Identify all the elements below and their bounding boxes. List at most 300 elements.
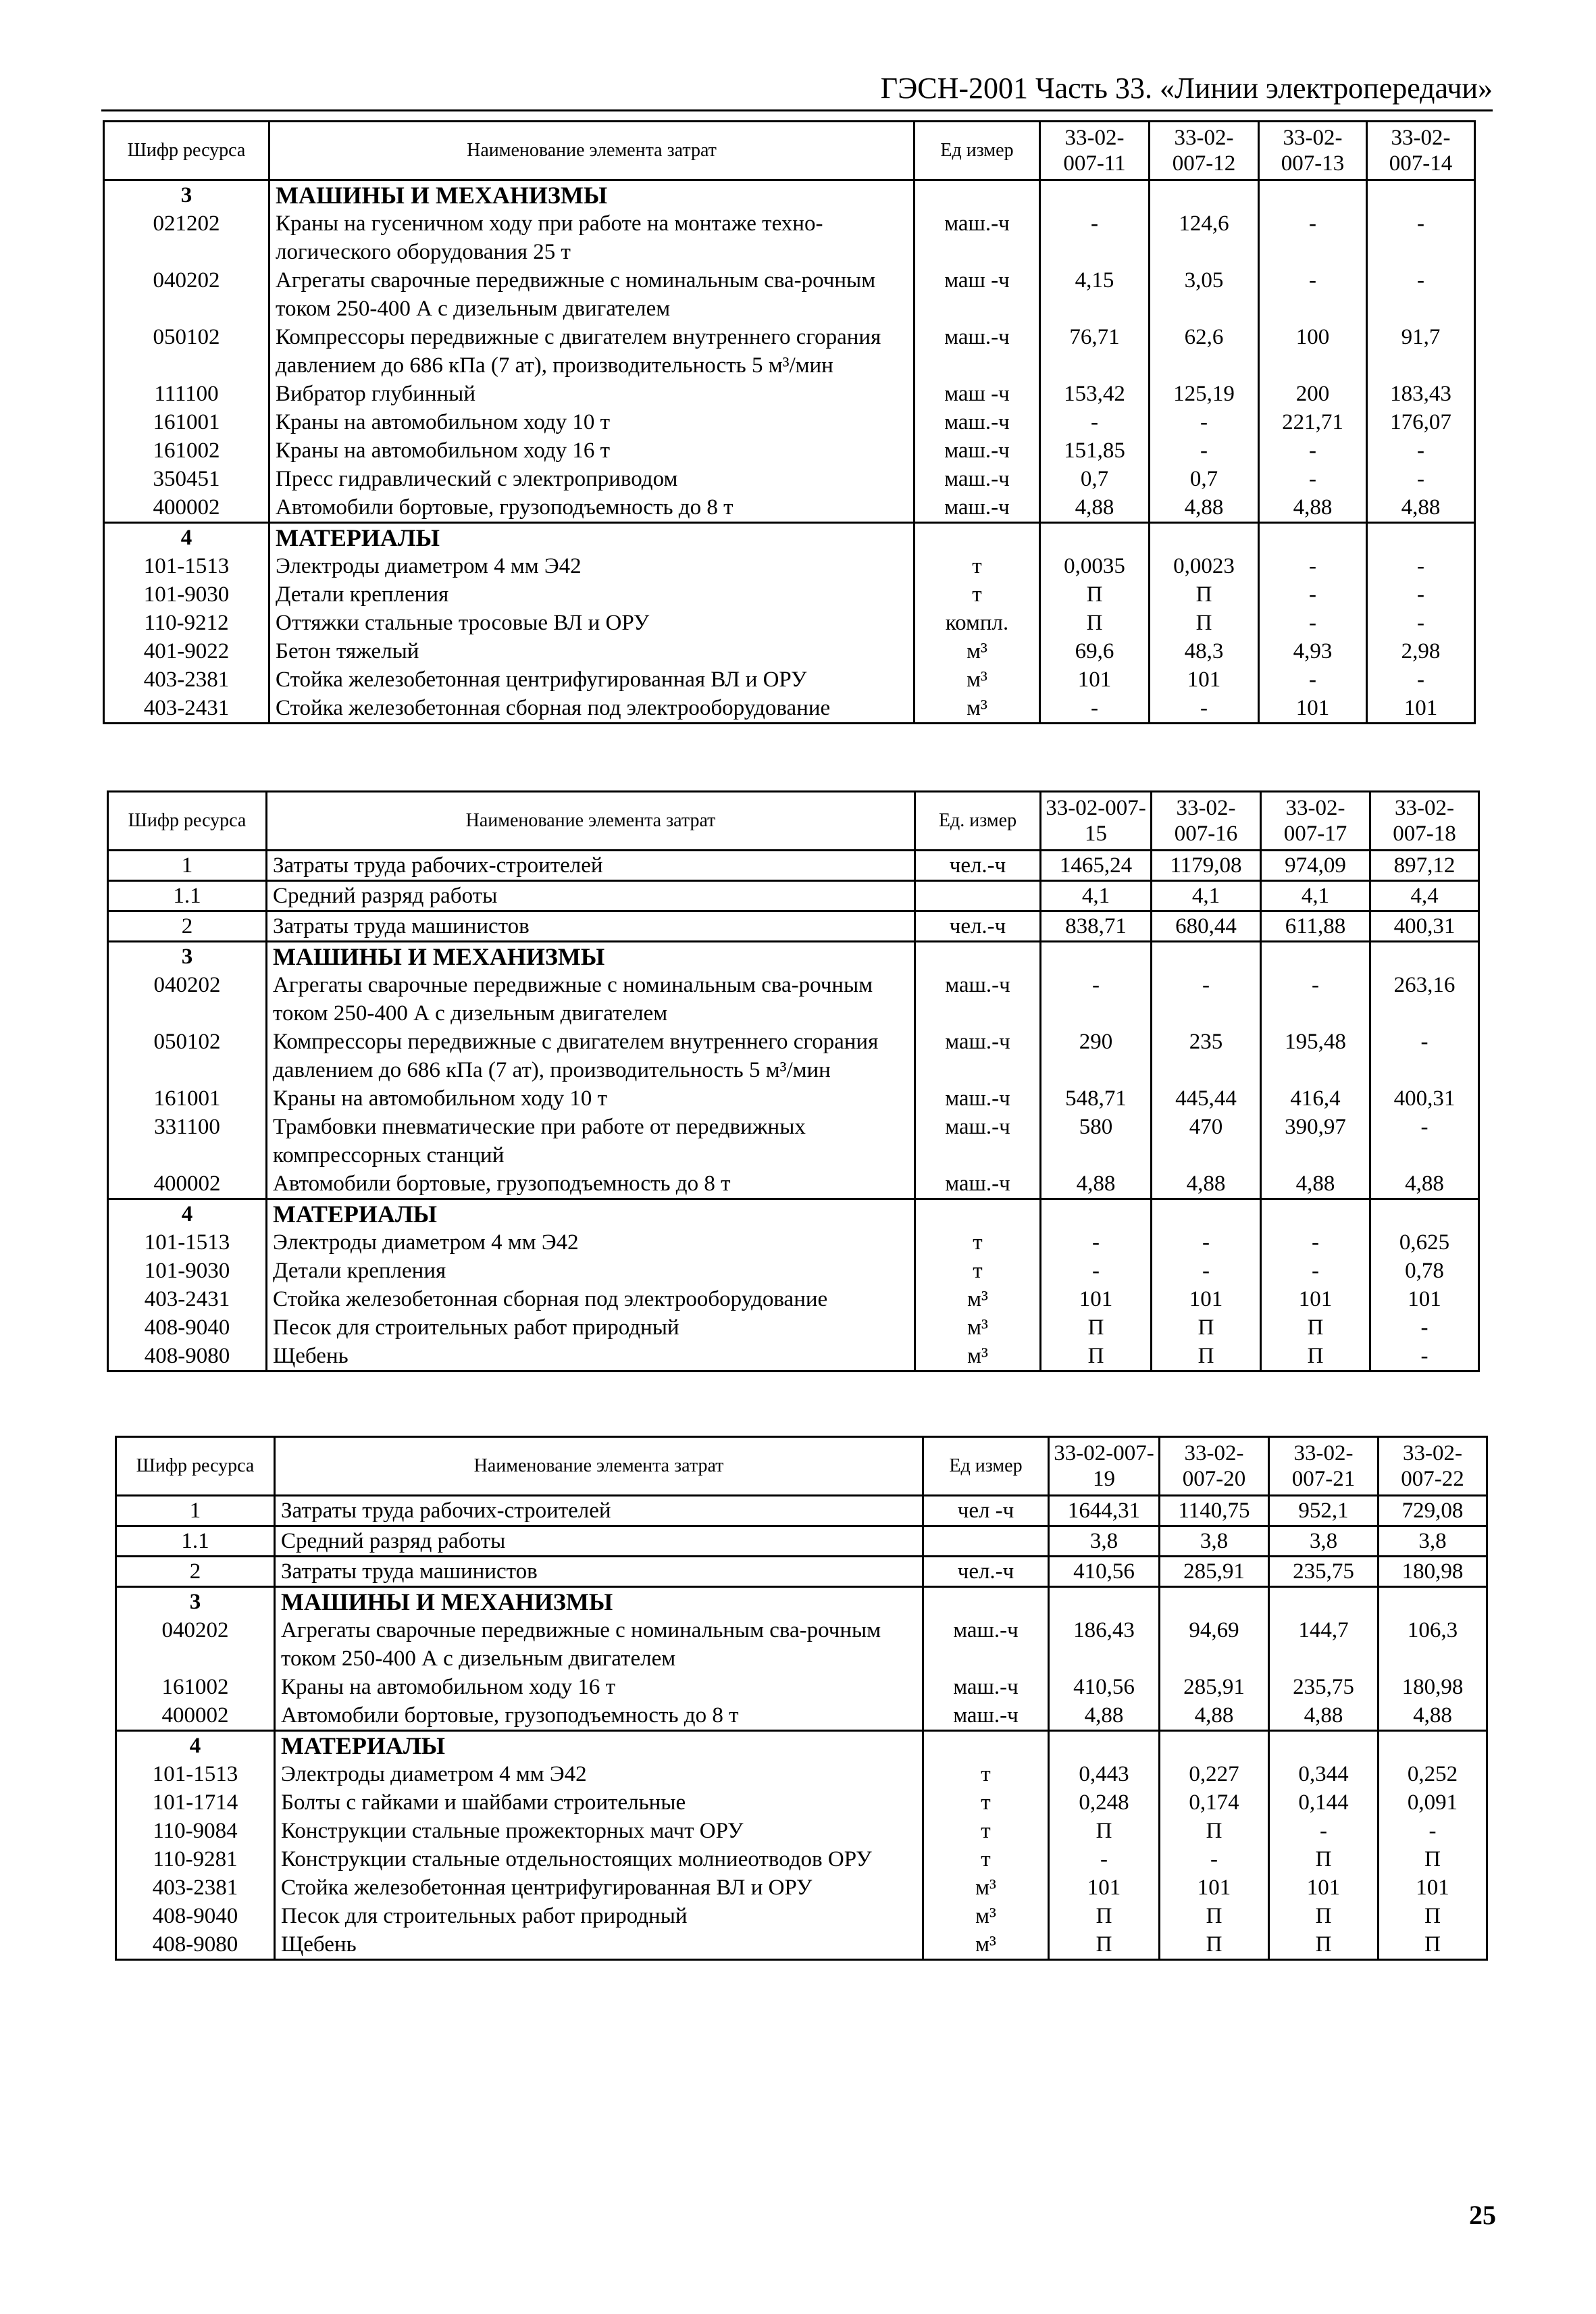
resource-code: 403-2381 <box>116 1873 275 1902</box>
value-cell: 4,88 <box>1041 1169 1152 1199</box>
resource-name: МАШИНЫ И МЕХАНИЗМЫ <box>267 942 915 972</box>
resource-code: 110-9281 <box>116 1845 275 1873</box>
resource-code: 101-1513 <box>104 552 269 580</box>
resource-name: МАШИНЫ И МЕХАНИЗМЫ <box>269 180 915 210</box>
page-number: 25 <box>1469 2200 1496 2230</box>
value-cell: 125,19 <box>1150 380 1259 408</box>
value-cell: 1465,24 <box>1041 851 1152 881</box>
resource-name: Бетон тяжелый <box>269 637 915 665</box>
value-cell: 100 <box>1259 323 1367 380</box>
resource-name: Компрессоры передвижные с двигателем внутреннего сгорания давлением до 686 кПа (7 ат), производительность 5 м³/мин <box>269 323 915 380</box>
table-row <box>116 1788 1487 1817</box>
value-cell: 4,88 <box>1379 1701 1487 1731</box>
value-cell: 0,443 <box>1049 1760 1160 1788</box>
resource-name: Краны на автомобильном ходу 16 т <box>275 1673 923 1701</box>
unit-cell: м³ <box>923 1873 1049 1902</box>
resource-name: МАШИНЫ И МЕХАНИЗМЫ <box>275 1587 923 1617</box>
resource-code: 403-2431 <box>104 694 269 724</box>
resource-code: 110-9084 <box>116 1817 275 1845</box>
value-cell: - <box>1379 1817 1487 1845</box>
unit-cell: маш.-ч <box>915 408 1040 436</box>
col-header-code: Шифр ресурса <box>104 122 269 180</box>
col-header-name: Наименование элемента затрат <box>267 792 915 851</box>
unit-cell <box>915 942 1041 972</box>
value-cell: 2,98 <box>1367 637 1475 665</box>
table-row <box>108 1028 1479 1084</box>
resource-code: 3 <box>104 180 269 210</box>
resource-code: 101-1513 <box>116 1760 275 1788</box>
resource-name: МАТЕРИАЛЫ <box>275 1731 923 1761</box>
col-header-unit: Ед. измер <box>915 792 1041 851</box>
value-cell <box>1041 1199 1152 1229</box>
value-cell: П <box>1160 1930 1269 1960</box>
table-row <box>116 1557 1487 1587</box>
value-cell: - <box>1150 436 1259 465</box>
value-cell <box>1160 1731 1269 1761</box>
value-cell: 0,144 <box>1269 1788 1379 1817</box>
resource-name: Затраты труда рабочих-строителей <box>275 1496 923 1526</box>
table-row <box>108 1113 1479 1169</box>
value-cell: 0,091 <box>1379 1788 1487 1817</box>
value-cell: - <box>1041 971 1152 1028</box>
value-cell: - <box>1367 209 1475 266</box>
value-cell: - <box>1370 1028 1479 1084</box>
resource-code: 101-1714 <box>116 1788 275 1817</box>
value-cell <box>1367 523 1475 553</box>
value-cell: - <box>1261 1228 1370 1257</box>
value-cell: 3,05 <box>1150 266 1259 323</box>
table-row <box>108 1342 1479 1372</box>
unit-cell: чел.-ч <box>915 851 1041 881</box>
value-cell: - <box>1150 408 1259 436</box>
table-row <box>104 694 1475 724</box>
unit-cell: чел -ч <box>923 1496 1049 1526</box>
value-cell: П <box>1160 1902 1269 1930</box>
unit-cell <box>915 1199 1041 1229</box>
table-row <box>108 881 1479 911</box>
unit-cell: м³ <box>915 1313 1041 1342</box>
value-cell: 0,78 <box>1370 1257 1479 1285</box>
value-cell: - <box>1152 1228 1261 1257</box>
header-title: ГЭСН-2001 Часть 33. «Линии электропередачи» <box>880 72 1493 105</box>
value-cell: - <box>1040 209 1150 266</box>
value-cell: П <box>1379 1845 1487 1873</box>
resource-name: Автомобили бортовые, грузоподъемность до 8 т <box>275 1701 923 1731</box>
unit-cell: т <box>923 1817 1049 1845</box>
value-cell: 4,88 <box>1367 493 1475 523</box>
value-cell: 101 <box>1040 665 1150 694</box>
value-cell: 195,48 <box>1261 1028 1370 1084</box>
value-cell: П <box>1152 1313 1261 1342</box>
resource-name: Затраты труда машинистов <box>275 1557 923 1587</box>
resource-name: Стойка железобетонная сборная под электрооборудование <box>269 694 915 724</box>
value-cell: П <box>1269 1902 1379 1930</box>
section-row <box>104 523 1475 553</box>
value-cell: 151,85 <box>1040 436 1150 465</box>
unit-cell <box>915 523 1040 553</box>
unit-cell: маш.-ч <box>915 1028 1041 1084</box>
unit-cell: т <box>915 1257 1041 1285</box>
value-cell <box>1370 1199 1479 1229</box>
table-row <box>108 851 1479 881</box>
value-cell: - <box>1259 209 1367 266</box>
section-row <box>116 1731 1487 1761</box>
resource-name: Вибратор глубинный <box>269 380 915 408</box>
value-cell: П <box>1049 1902 1160 1930</box>
value-cell: П <box>1049 1930 1160 1960</box>
value-cell: - <box>1259 552 1367 580</box>
resource-table-2 <box>107 790 1480 1372</box>
value-cell: 235 <box>1152 1028 1261 1084</box>
value-cell: 729,08 <box>1379 1496 1487 1526</box>
value-cell <box>1049 1731 1160 1761</box>
unit-cell: маш.-ч <box>915 209 1040 266</box>
table-row <box>116 1526 1487 1557</box>
resource-code: 400002 <box>104 493 269 523</box>
value-cell: 4,4 <box>1370 881 1479 911</box>
resource-name: Песок для строительных работ природный <box>275 1902 923 1930</box>
value-cell: - <box>1269 1817 1379 1845</box>
value-cell: 235,75 <box>1269 1557 1379 1587</box>
resource-name: Трамбовки пневматические при работе от передвижных компрессорных станций <box>267 1113 915 1169</box>
value-cell: - <box>1150 694 1259 724</box>
value-cell: 4,88 <box>1150 493 1259 523</box>
resource-code: 101-9030 <box>108 1257 267 1285</box>
table-row <box>108 1257 1479 1285</box>
table-row <box>104 637 1475 665</box>
resource-name: Агрегаты сварочные передвижные с номинальным сва-рочным током 250-400 А с дизельным двигателем <box>269 266 915 323</box>
value-cell: 0,227 <box>1160 1760 1269 1788</box>
value-cell: 0,174 <box>1160 1788 1269 1817</box>
resource-code: 408-9080 <box>108 1342 267 1372</box>
resource-code: 161001 <box>108 1084 267 1113</box>
value-cell: - <box>1160 1845 1269 1873</box>
table-row <box>104 580 1475 609</box>
resource-name: МАТЕРИАЛЫ <box>267 1199 915 1229</box>
unit-cell: м³ <box>915 1285 1041 1313</box>
table-row <box>116 1496 1487 1526</box>
col-header-norm: 33-02-007-21 <box>1269 1437 1379 1496</box>
unit-cell <box>915 881 1041 911</box>
value-cell: 180,98 <box>1379 1557 1487 1587</box>
col-header-name: Наименование элемента затрат <box>269 122 915 180</box>
value-cell: 200 <box>1259 380 1367 408</box>
table-row <box>108 1313 1479 1342</box>
value-cell: 91,7 <box>1367 323 1475 380</box>
unit-cell: м³ <box>923 1930 1049 1960</box>
value-cell: 4,15 <box>1040 266 1150 323</box>
value-cell: - <box>1041 1228 1152 1257</box>
value-cell: 101 <box>1160 1873 1269 1902</box>
value-cell: - <box>1152 971 1261 1028</box>
value-cell: П <box>1379 1930 1487 1960</box>
table-row <box>104 380 1475 408</box>
resource-name: Средний разряд работы <box>267 881 915 911</box>
value-cell <box>1152 942 1261 972</box>
col-header-name: Наименование элемента затрат <box>275 1437 923 1496</box>
resource-code: 1.1 <box>108 881 267 911</box>
value-cell: П <box>1261 1313 1370 1342</box>
value-cell: 4,93 <box>1259 637 1367 665</box>
resource-code: 4 <box>116 1731 275 1761</box>
value-cell: 4,88 <box>1049 1701 1160 1731</box>
value-cell: - <box>1261 1257 1370 1285</box>
resource-code: 400002 <box>116 1701 275 1731</box>
resource-code: 110-9212 <box>104 609 269 637</box>
unit-cell: компл. <box>915 609 1040 637</box>
unit-cell: маш.-ч <box>915 493 1040 523</box>
value-cell: 3,8 <box>1379 1526 1487 1557</box>
table-row <box>116 1673 1487 1701</box>
value-cell <box>1150 523 1259 553</box>
resource-code: 1 <box>116 1496 275 1526</box>
section-row <box>108 1199 1479 1229</box>
unit-cell: маш.-ч <box>915 465 1040 493</box>
resource-name: Компрессоры передвижные с двигателем внутреннего сгорания давлением до 686 кПа (7 ат), производительность 5 м³/мин <box>267 1028 915 1084</box>
value-cell: 3,8 <box>1160 1526 1269 1557</box>
resource-name: Стойка железобетонная центрифугированная ВЛ и ОРУ <box>275 1873 923 1902</box>
value-cell: П <box>1269 1930 1379 1960</box>
value-cell <box>1379 1731 1487 1761</box>
col-header-code: Шифр ресурса <box>116 1437 275 1496</box>
unit-cell <box>923 1731 1049 1761</box>
table-row <box>116 1616 1487 1673</box>
resource-code: 331100 <box>108 1113 267 1169</box>
value-cell <box>1040 523 1150 553</box>
resource-code: 4 <box>108 1199 267 1229</box>
value-cell: 0,7 <box>1040 465 1150 493</box>
unit-cell <box>915 180 1040 210</box>
resource-code: 408-9040 <box>116 1902 275 1930</box>
resource-name: Агрегаты сварочные передвижные с номинальным сва-рочным током 250-400 А с дизельным двигателем <box>267 971 915 1028</box>
value-cell: 101 <box>1259 694 1367 724</box>
section-row <box>116 1587 1487 1617</box>
value-cell: 4,88 <box>1152 1169 1261 1199</box>
unit-cell: маш.-ч <box>915 436 1040 465</box>
unit-cell: маш.-ч <box>915 971 1041 1028</box>
value-cell: 153,42 <box>1040 380 1150 408</box>
resource-name: Щебень <box>267 1342 915 1372</box>
value-cell <box>1041 942 1152 972</box>
col-header-norm: 33-02-007-19 <box>1049 1437 1160 1496</box>
value-cell: П <box>1152 1342 1261 1372</box>
value-cell: 183,43 <box>1367 380 1475 408</box>
unit-cell: чел.-ч <box>915 911 1041 942</box>
table-row <box>116 1845 1487 1873</box>
value-cell: - <box>1261 971 1370 1028</box>
value-cell: П <box>1040 580 1150 609</box>
resource-name: Оттяжки стальные тросовые ВЛ и ОРУ <box>269 609 915 637</box>
resource-code: 3 <box>108 942 267 972</box>
value-cell: 3,8 <box>1269 1526 1379 1557</box>
value-cell: 0,0023 <box>1150 552 1259 580</box>
value-cell: 838,71 <box>1041 911 1152 942</box>
value-cell: 101 <box>1269 1873 1379 1902</box>
value-cell: 611,88 <box>1261 911 1370 942</box>
col-header-unit: Ед измер <box>923 1437 1049 1496</box>
value-cell: 680,44 <box>1152 911 1261 942</box>
value-cell: - <box>1367 436 1475 465</box>
value-cell: 124,6 <box>1150 209 1259 266</box>
unit-cell: маш.-ч <box>915 1084 1041 1113</box>
resource-code: 2 <box>108 911 267 942</box>
resource-code: 161002 <box>116 1673 275 1701</box>
resource-code: 161001 <box>104 408 269 436</box>
unit-cell: т <box>923 1788 1049 1817</box>
value-cell: 106,3 <box>1379 1616 1487 1673</box>
unit-cell: маш.-ч <box>915 323 1040 380</box>
value-cell: 1140,75 <box>1160 1496 1269 1526</box>
value-cell: 0,248 <box>1049 1788 1160 1817</box>
value-cell: 445,44 <box>1152 1084 1261 1113</box>
resource-code: 403-2381 <box>104 665 269 694</box>
resource-code: 4 <box>104 523 269 553</box>
unit-cell: т <box>923 1760 1049 1788</box>
unit-cell: м³ <box>915 665 1040 694</box>
value-cell: 176,07 <box>1367 408 1475 436</box>
resource-name: Песок для строительных работ природный <box>267 1313 915 1342</box>
resource-name: Электроды диаметром 4 мм Э42 <box>269 552 915 580</box>
resource-name: Электроды диаметром 4 мм Э42 <box>267 1228 915 1257</box>
value-cell <box>1040 180 1150 210</box>
value-cell: 263,16 <box>1370 971 1479 1028</box>
value-cell <box>1261 942 1370 972</box>
resource-name: Детали крепления <box>267 1257 915 1285</box>
resource-name: Автомобили бортовые, грузоподъемность до 8 т <box>269 493 915 523</box>
resource-name: Краны на гусеничном ходу при работе на монтаже техно-логического оборудования 25 т <box>269 209 915 266</box>
value-cell: 400,31 <box>1370 1084 1479 1113</box>
value-cell: - <box>1259 436 1367 465</box>
col-header-norm: 33-02-007-11 <box>1040 122 1150 180</box>
table-row <box>108 911 1479 942</box>
value-cell: - <box>1259 665 1367 694</box>
value-cell: 470 <box>1152 1113 1261 1169</box>
section-row <box>104 180 1475 210</box>
value-cell: 69,6 <box>1040 637 1150 665</box>
value-cell: 974,09 <box>1261 851 1370 881</box>
table-row <box>116 1817 1487 1845</box>
unit-cell: маш.-ч <box>915 1169 1041 1199</box>
value-cell: 101 <box>1367 694 1475 724</box>
value-cell: П <box>1040 609 1150 637</box>
table-row <box>116 1902 1487 1930</box>
col-header-norm: 33-02-007-20 <box>1160 1437 1269 1496</box>
value-cell: - <box>1259 266 1367 323</box>
unit-cell: т <box>915 552 1040 580</box>
value-cell: 416,4 <box>1261 1084 1370 1113</box>
value-cell: П <box>1049 1817 1160 1845</box>
resource-code: 040202 <box>108 971 267 1028</box>
resource-code: 1 <box>108 851 267 881</box>
table-row <box>108 971 1479 1028</box>
resource-code: 021202 <box>104 209 269 266</box>
unit-cell: маш -ч <box>915 266 1040 323</box>
resource-code: 101-1513 <box>108 1228 267 1257</box>
resource-name: Автомобили бортовые, грузоподъемность до 8 т <box>267 1169 915 1199</box>
value-cell <box>1160 1587 1269 1617</box>
value-cell <box>1370 942 1479 972</box>
table-row <box>116 1701 1487 1731</box>
value-cell: 101 <box>1152 1285 1261 1313</box>
value-cell: 0,344 <box>1269 1760 1379 1788</box>
value-cell: 1179,08 <box>1152 851 1261 881</box>
value-cell: П <box>1150 609 1259 637</box>
value-cell: - <box>1367 465 1475 493</box>
resource-name: Пресс гидравлический с электроприводом <box>269 465 915 493</box>
value-cell: 0,7 <box>1150 465 1259 493</box>
resource-name: Агрегаты сварочные передвижные с номинальным сва-рочным током 250-400 А с дизельным двигателем <box>275 1616 923 1673</box>
value-cell: 48,3 <box>1150 637 1259 665</box>
value-cell: 76,71 <box>1040 323 1150 380</box>
value-cell: - <box>1040 694 1150 724</box>
value-cell: 94,69 <box>1160 1616 1269 1673</box>
value-cell <box>1269 1587 1379 1617</box>
resource-code: 3 <box>116 1587 275 1617</box>
resource-code: 2 <box>116 1557 275 1587</box>
value-cell <box>1269 1731 1379 1761</box>
resource-code: 050102 <box>108 1028 267 1084</box>
value-cell <box>1379 1587 1487 1617</box>
resource-name: Краны на автомобильном ходу 10 т <box>267 1084 915 1113</box>
resource-code: 101-9030 <box>104 580 269 609</box>
unit-cell: м³ <box>915 694 1040 724</box>
value-cell: - <box>1367 609 1475 637</box>
resource-code: 400002 <box>108 1169 267 1199</box>
value-cell: 0,625 <box>1370 1228 1479 1257</box>
value-cell: 62,6 <box>1150 323 1259 380</box>
value-cell: 101 <box>1041 1285 1152 1313</box>
value-cell: - <box>1259 580 1367 609</box>
unit-cell: м³ <box>915 1342 1041 1372</box>
value-cell: - <box>1367 580 1475 609</box>
value-cell <box>1367 180 1475 210</box>
value-cell: 897,12 <box>1370 851 1479 881</box>
value-cell: 400,31 <box>1370 911 1479 942</box>
value-cell: - <box>1152 1257 1261 1285</box>
table-row <box>104 465 1475 493</box>
resource-code: 040202 <box>104 266 269 323</box>
table-row <box>104 408 1475 436</box>
value-cell: 144,7 <box>1269 1616 1379 1673</box>
table-row <box>104 665 1475 694</box>
value-cell: 410,56 <box>1049 1557 1160 1587</box>
value-cell: 4,88 <box>1269 1701 1379 1731</box>
value-cell: 4,1 <box>1152 881 1261 911</box>
value-cell: - <box>1040 408 1150 436</box>
value-cell: - <box>1041 1257 1152 1285</box>
resource-table-1 <box>103 120 1476 724</box>
page-header <box>101 70 1493 111</box>
table-row <box>104 266 1475 323</box>
resource-name: Детали крепления <box>269 580 915 609</box>
value-cell: 285,91 <box>1160 1557 1269 1587</box>
resource-code: 401-9022 <box>104 637 269 665</box>
value-cell <box>1259 180 1367 210</box>
value-cell: П <box>1261 1342 1370 1372</box>
value-cell: 0,252 <box>1379 1760 1487 1788</box>
value-cell: 580 <box>1041 1113 1152 1169</box>
value-cell: 410,56 <box>1049 1673 1160 1701</box>
col-header-norm: 33-02-007-15 <box>1041 792 1152 851</box>
unit-cell <box>923 1587 1049 1617</box>
value-cell: 1644,31 <box>1049 1496 1160 1526</box>
resource-name: Краны на автомобильном ходу 16 т <box>269 436 915 465</box>
col-header-norm: 33-02-007-14 <box>1367 122 1475 180</box>
resource-name: Болты с гайками и шайбами строительные <box>275 1788 923 1817</box>
unit-cell: м³ <box>923 1902 1049 1930</box>
value-cell: 221,71 <box>1259 408 1367 436</box>
value-cell: - <box>1049 1845 1160 1873</box>
